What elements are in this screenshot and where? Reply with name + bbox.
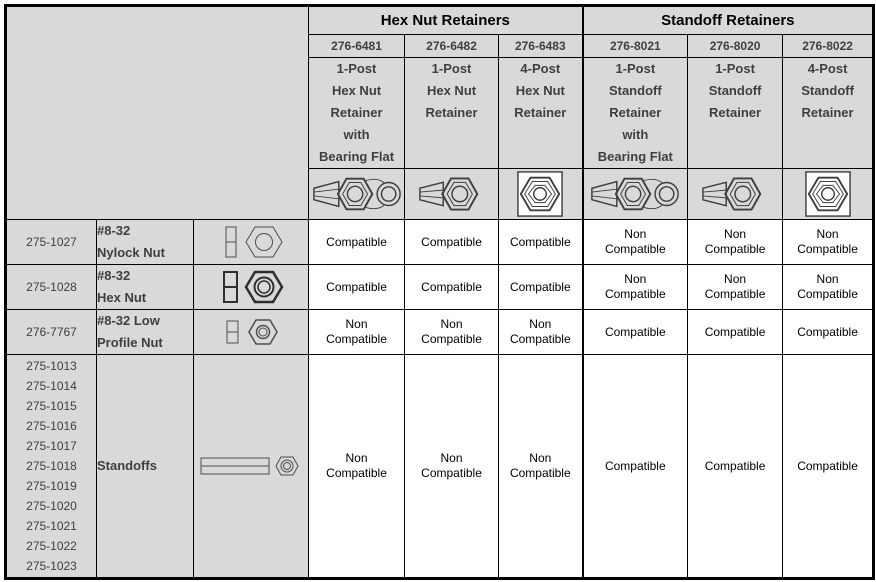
description-line: Retainer (801, 105, 854, 120)
description-line: 4-Post (520, 61, 561, 76)
part-drawing-cell (194, 355, 309, 579)
part-number-cell (6, 265, 97, 310)
description-line: 1-Post (715, 61, 755, 76)
table-row-hex-nut (6, 265, 874, 310)
1-post-standoff-retainer-icon (700, 172, 770, 216)
part-number: 275-1020 (26, 499, 77, 513)
part-number: 275-1023 (26, 559, 77, 573)
compatibility-value: Non Compatible (509, 451, 571, 480)
part-name-line: Nylock Nut (97, 245, 165, 260)
description-line: Retainer (709, 105, 762, 120)
part-number: 275-1017 (26, 439, 77, 453)
compatibility-value: Compatible (421, 234, 482, 249)
description-line: Bearing Flat (318, 149, 395, 164)
retainer-part-number: 276-8021 (583, 35, 688, 58)
part-name-line: #8-32 (97, 223, 131, 238)
compatibility-cell (688, 265, 783, 310)
compatibility-value: Non Compatible (797, 272, 858, 301)
compatibility-value: Non Compatible (604, 272, 666, 301)
part-name-cell (97, 220, 194, 265)
compatibility-value: Compatible (704, 324, 766, 339)
compatibility-cell (309, 355, 405, 579)
part-number: 275-1028 (26, 280, 77, 294)
description-line: Bearing Flat (597, 149, 673, 164)
part-number: 275-1022 (26, 539, 77, 553)
description-line: Retainer (514, 105, 567, 120)
retainer-description (783, 58, 874, 169)
description-line: Retainer (425, 105, 478, 120)
retainer-description (583, 58, 688, 169)
1-post-standoff-retainer-with-bearing-flat-icon (589, 172, 681, 216)
compatibility-value: Compatible (421, 279, 482, 294)
description-line: Hex Nut (515, 83, 565, 98)
part-name-line: Hex Nut (97, 290, 147, 305)
retainer-part-number: 276-6483 (499, 35, 583, 58)
compatibility-value: Compatible (326, 279, 387, 294)
compatibility-cell (405, 265, 499, 310)
description-line: Retainer (609, 105, 662, 120)
part-drawing-cell (194, 220, 309, 265)
retainer-drawing-cell (405, 169, 499, 220)
compatibility-cell (405, 220, 499, 265)
compatibility-cell (499, 310, 583, 355)
compatibility-cell (583, 220, 688, 265)
compatibility-cell (783, 310, 874, 355)
part-name-cell (97, 265, 194, 310)
part-number: 275-1016 (26, 419, 77, 433)
compatibility-cell (405, 310, 499, 355)
description-line: 4-Post (807, 61, 848, 76)
table-row-low-profile-nut (6, 310, 874, 355)
retainer-drawing-cell (499, 169, 583, 220)
compatibility-value: Compatible (604, 458, 666, 473)
part-number: 275-1015 (26, 399, 77, 413)
compatibility-cell (688, 355, 783, 579)
retainer-part-number: 276-6481 (309, 35, 405, 58)
retainer-drawing-cell (309, 169, 405, 220)
4-post-hex-nut-retainer-icon (516, 170, 564, 218)
retainer-drawing-cell (688, 169, 783, 220)
description-line: Standoff (608, 83, 662, 98)
compatibility-cell (783, 265, 874, 310)
low-profile-nut-icon (218, 314, 284, 350)
compatibility-value: Non Compatible (421, 451, 482, 480)
retainer-part-number: 276-6482 (405, 35, 499, 58)
part-drawing-cell (194, 265, 309, 310)
retainer-description (688, 58, 783, 169)
compatibility-value: Compatible (509, 279, 571, 294)
part-name-cell (97, 310, 194, 355)
compatibility-cell (783, 220, 874, 265)
part-number: 275-1027 (26, 235, 77, 249)
compatibility-cell (688, 220, 783, 265)
part-number-cell (6, 310, 97, 355)
part-number: 275-1014 (26, 379, 77, 393)
4-post-standoff-retainer-icon (804, 170, 852, 218)
compatibility-cell (499, 355, 583, 579)
part-number-cell (6, 220, 97, 265)
compatibility-cell (309, 220, 405, 265)
retainer-description (499, 58, 583, 169)
retainer-compatibility-table (4, 4, 875, 580)
compatibility-cell (583, 265, 688, 310)
retainer-description (405, 58, 499, 169)
compatibility-value: Compatible (326, 234, 387, 249)
part-name-line: Standoffs (97, 458, 157, 473)
table-row-standoffs (6, 355, 874, 579)
description-line: 1-Post (431, 61, 472, 76)
description-line: Hex Nut (331, 83, 382, 98)
part-number: 275-1018 (26, 459, 77, 473)
group-header-row (6, 6, 874, 35)
retainer-drawing-cell (783, 169, 874, 220)
description-line: Standoff (708, 83, 762, 98)
compatibility-cell (688, 310, 783, 355)
retainer-part-number: 276-8022 (783, 35, 874, 58)
group-header-standoff-retainers: Standoff Retainers (583, 6, 874, 35)
part-drawing-cell (194, 310, 309, 355)
compatibility-value: Non Compatible (604, 227, 666, 256)
retainer-drawing-cell (583, 169, 688, 220)
description-line: Retainer (330, 105, 383, 120)
part-number: 275-1019 (26, 479, 77, 493)
description-line: with (343, 127, 370, 142)
compatibility-value: Non Compatible (704, 272, 766, 301)
compatibility-cell (405, 355, 499, 579)
compatibility-cell (583, 355, 688, 579)
compatibility-cell (309, 265, 405, 310)
compatibility-cell (499, 265, 583, 310)
hex-nut-icon (218, 269, 284, 305)
compatibility-value: Compatible (509, 234, 571, 249)
description-line: 1-Post (336, 61, 377, 76)
retainer-part-number: 276-8020 (688, 35, 783, 58)
compatibility-value: Non Compatible (797, 227, 858, 256)
compatibility-value: Non Compatible (421, 317, 482, 346)
description-line: with (622, 127, 649, 142)
part-number: 275-1013 (26, 359, 77, 373)
description-line: 1-Post (615, 61, 656, 76)
compatibility-value: Non Compatible (326, 317, 387, 346)
compatibility-value: Non Compatible (509, 317, 571, 346)
compatibility-cell (583, 310, 688, 355)
nylock-nut-icon (218, 224, 284, 260)
part-name-line: Profile Nut (97, 335, 163, 350)
corner-blank-cell (6, 6, 309, 220)
part-number: 276-7767 (26, 325, 77, 339)
compatibility-value: Compatible (797, 458, 858, 473)
1-post-hex-nut-retainer-with-bearing-flat-icon (311, 172, 403, 216)
compatibility-cell (309, 310, 405, 355)
part-number-list-cell (6, 355, 97, 579)
description-line: Standoff (801, 83, 854, 98)
compatibility-cell (499, 220, 583, 265)
group-header-hex-nut-retainers: Hex Nut Retainers (309, 6, 583, 35)
compatibility-value: Compatible (797, 324, 858, 339)
retainer-description (309, 58, 405, 169)
part-name-line: #8-32 (97, 268, 131, 283)
table-row-nylock-nut (6, 220, 874, 265)
compatibility-value: Non Compatible (704, 227, 766, 256)
compatibility-cell (783, 355, 874, 579)
description-line: Hex Nut (426, 83, 477, 98)
part-name-cell (97, 355, 194, 579)
standoff-icon (199, 449, 303, 483)
part-name-line: #8-32 Low (97, 313, 160, 328)
1-post-hex-nut-retainer-icon (417, 172, 487, 216)
part-number: 275-1021 (26, 519, 77, 533)
compatibility-value: Compatible (604, 324, 666, 339)
compatibility-value: Compatible (704, 458, 766, 473)
compatibility-value: Non Compatible (326, 451, 387, 480)
